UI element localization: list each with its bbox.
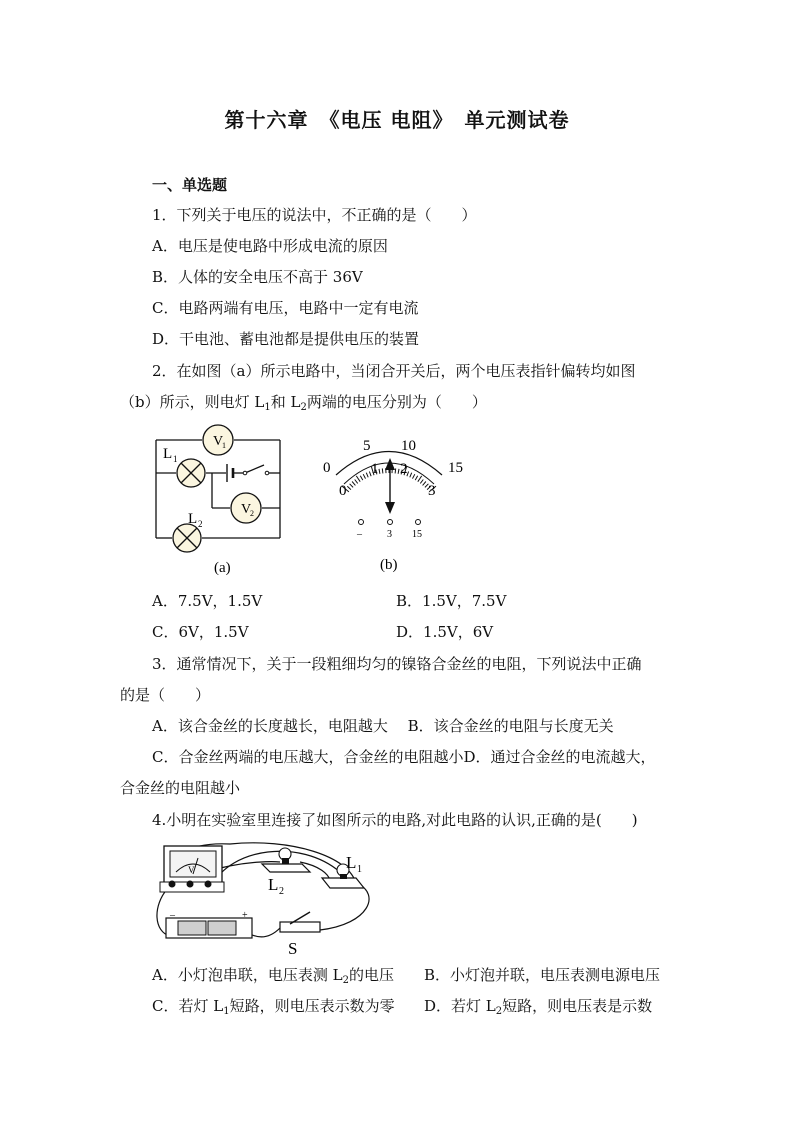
dial-tick	[420, 480, 423, 484]
q2-option-a: A．7.5V，1.5V	[152, 592, 263, 610]
dial-tick	[352, 482, 355, 486]
svg-text:L: L	[346, 853, 357, 872]
svg-text:L: L	[188, 511, 198, 527]
lower-tick-3: 3	[428, 483, 436, 499]
q3-options-cd: C．合金丝两端的电压越大，合金丝的电阻越小D．通过合金丝的电流越大，	[152, 748, 656, 766]
upper-tick-0: 0	[323, 460, 331, 476]
dial-tick	[395, 468, 396, 473]
q4-switch	[280, 922, 320, 932]
dial-tick	[366, 473, 368, 478]
terminal-15: 15	[412, 529, 422, 540]
terminal-minus: –	[357, 529, 362, 540]
q4-circuit-figure	[150, 836, 386, 958]
upper-tick-10: 10	[401, 438, 416, 454]
q2-option-b: B．1.5V，7.5V	[396, 592, 507, 610]
svg-text:1: 1	[357, 864, 362, 875]
upper-tick-5: 5	[363, 438, 371, 454]
q4-option-d: D．若灯 $L_2$短路，则电压表是示数	[424, 997, 653, 1017]
dial-tick	[379, 469, 380, 474]
dial-tick	[423, 482, 426, 486]
q4-lamp-l2	[262, 864, 310, 872]
dial-tick	[347, 486, 351, 489]
dial-tick	[413, 474, 415, 478]
q4-option-c: C．若灯 $L_1$短路，则电压表示数为零	[152, 997, 395, 1017]
dial-tick	[398, 469, 399, 474]
dial-tick	[360, 476, 363, 480]
lower-tick-1: 1	[371, 461, 379, 477]
svg-text:+: +	[242, 910, 248, 921]
lower-tick-0: 0	[339, 483, 347, 499]
svg-text:2: 2	[250, 509, 254, 518]
q4-option-b: B．小灯泡并联，电压表测电源电压	[424, 966, 661, 984]
figure-a-circuit	[148, 420, 298, 582]
dial-tick	[350, 484, 354, 488]
q3-stem-line1: 3．通常情况下，关于一段粗细均匀的镍铬合金丝的电阻，下列说法中正确	[152, 655, 642, 673]
section-heading: 一、单选题	[152, 176, 228, 194]
terminal-3: 3	[387, 529, 392, 540]
svg-text:S: S	[288, 939, 298, 958]
q2-option-d: D．1.5V，6V	[396, 623, 494, 641]
dial-tick	[418, 476, 422, 482]
q1-stem: 1．下列关于电压的说法中，不正确的是（ ）	[152, 206, 477, 224]
dial-tick	[356, 476, 360, 482]
dial-tick	[410, 473, 412, 478]
svg-text:1: 1	[173, 454, 178, 464]
svg-text:1: 1	[222, 441, 226, 450]
q1-option-c: C．电路两端有电压，电路中一定有电流	[152, 299, 419, 317]
lower-tick-2: 2	[400, 461, 408, 477]
q3-options-cd-cont: 合金丝的电阻越小	[120, 779, 241, 797]
svg-text:L: L	[268, 875, 279, 894]
upper-tick-15: 15	[448, 460, 463, 476]
q4-option-a: A．小灯泡串联，电压表测 $L_2$的电压	[152, 966, 394, 986]
page-title: 第十六章 《电压 电阻》 单元测试卷	[224, 108, 570, 132]
q4-stem: 4.小明在实验室里连接了如图所示的电路,对此电路的认识,正确的是( )	[152, 811, 638, 829]
svg-text:V: V	[188, 865, 195, 875]
svg-text:V: V	[241, 502, 252, 517]
figure-b-caption: (b)	[380, 557, 398, 573]
dial-tick	[355, 480, 358, 484]
q1-option-b: B．人体的安全电压不高于 36V	[152, 268, 363, 286]
figure-a-caption: (a)	[214, 560, 231, 576]
svg-text:2: 2	[279, 886, 284, 897]
q3-options-ab: A．该合金丝的长度越长，电阻越大 B．该合金丝的电阻与长度无关	[152, 717, 614, 735]
dial-tick	[415, 476, 418, 480]
q1-option-d: D．干电池、蓄电池都是提供电压的装置	[152, 330, 420, 348]
svg-text:–: –	[170, 910, 175, 921]
q4-lamp-l1	[322, 878, 364, 888]
q1-option-a: A．电压是使电路中形成电流的原因	[152, 237, 388, 255]
q2-option-c: C．6V，1.5V	[152, 623, 249, 641]
dial-tick	[382, 468, 383, 473]
q2-stem-line2: （b）所示，则电灯 $L_1$和 $L_2$两端的电压分别为（ ）	[120, 393, 487, 413]
svg-text:V: V	[213, 434, 224, 449]
figure-b-meter-dial	[316, 430, 476, 580]
svg-text:L: L	[163, 446, 173, 462]
svg-text:2: 2	[198, 519, 203, 529]
q3-stem-line2: 的是（ ）	[120, 686, 211, 704]
dial-tick	[363, 474, 365, 478]
q2-stem-line1: 2．在如图（a）所示电路中，当闭合开关后，两个电压表指针偏转均如图	[152, 362, 636, 380]
